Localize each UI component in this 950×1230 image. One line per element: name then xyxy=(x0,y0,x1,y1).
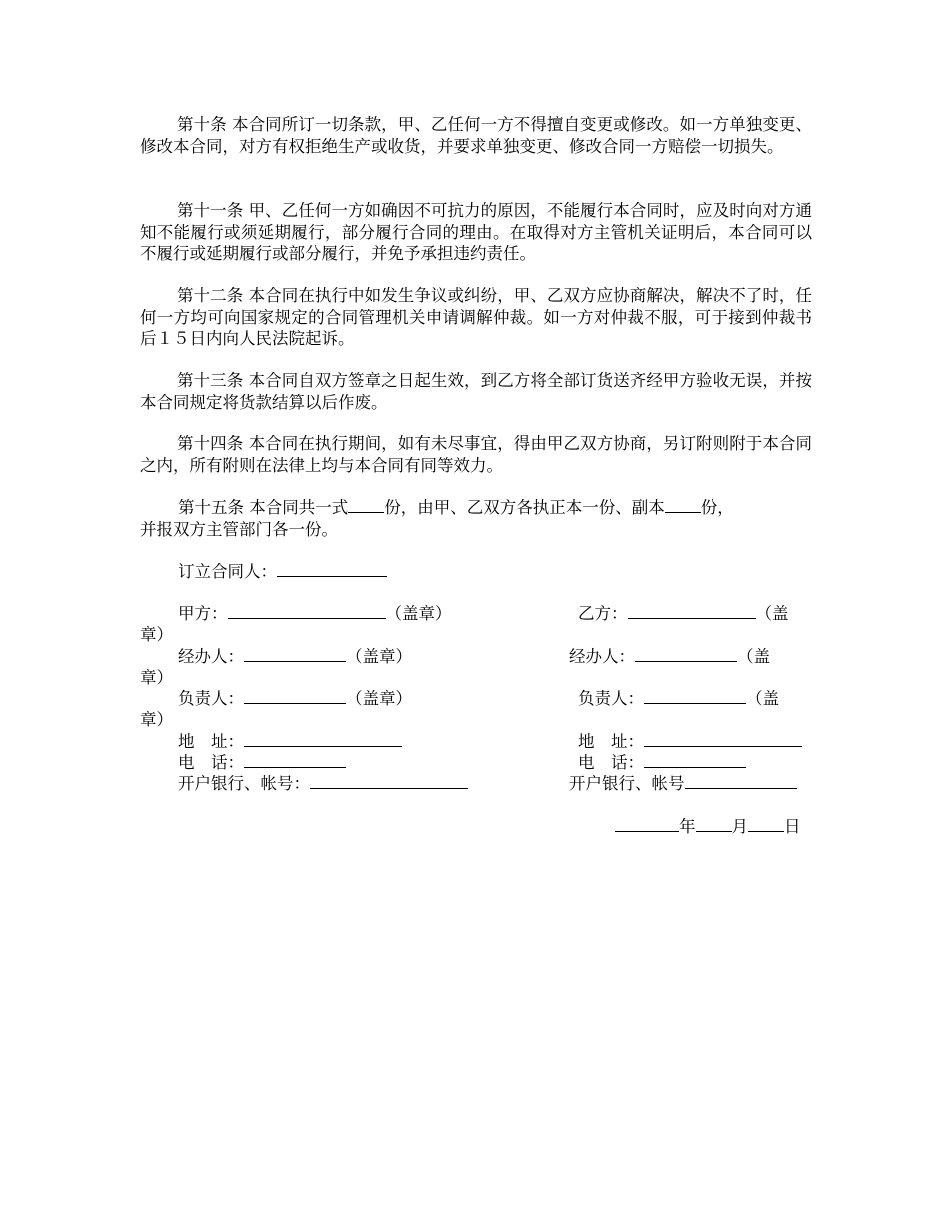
handler-a-blank[interactable] xyxy=(244,646,346,662)
party-a-blank[interactable] xyxy=(228,603,386,619)
party-b-blank[interactable] xyxy=(628,603,756,619)
seal-wrap-1: 章） xyxy=(140,625,173,644)
address-b-blank[interactable] xyxy=(644,731,802,747)
responsible-a-blank[interactable] xyxy=(244,688,346,704)
phone-a-blank[interactable] xyxy=(244,752,346,768)
clause-10: 第十条 本合同所订一切条款，甲、乙任何一方不得擅自变更或修改。如一方单独变更、修改本合同，对方有权拒绝生产或收货，并要求单独变更、修改合同一方赔偿一切损失。 xyxy=(140,115,812,156)
clause-12: 第十二条 本合同在执行中如发生争议或纠纷，甲、乙双方应协商解决，解决不了时，任何一方均可向国家规定的合同管理机关申请调解仲裁。如一方对仲裁不服，可于接到仲裁书后１５日内向人民法院起诉。 xyxy=(140,286,812,348)
day-blank[interactable] xyxy=(748,816,784,832)
contractor-row: 订立合同人： xyxy=(178,561,387,582)
bank-b-blank[interactable] xyxy=(685,773,797,789)
month-blank[interactable] xyxy=(696,816,732,832)
handler-a-row: 经办人： （盖章） xyxy=(178,647,412,666)
address-b-row: 地 址： xyxy=(578,731,802,752)
clause-14: 第十四条 本合同在执行期间，如有未尽事宜，得由甲乙双方协商，另订附则附于本合同之内，所有附则在法律上均与本合同有同等效力。 xyxy=(140,434,812,475)
responsible-b-row: 负责人： （盖 xyxy=(578,689,779,708)
party-a-row: 甲方： （盖章） xyxy=(178,604,452,623)
bank-a-blank[interactable] xyxy=(310,773,468,789)
handler-b-row: 经办人： （盖 xyxy=(569,647,770,666)
phone-b-blank[interactable] xyxy=(644,752,746,768)
clause-15-line-1: 第十五条 本合同共一式 份，由甲、乙双方各执正本一份、副本 份， xyxy=(178,498,734,517)
duplicates-blank[interactable] xyxy=(665,497,701,513)
phone-b-row: 电 话： xyxy=(578,752,746,773)
responsible-a-row: 负责人： （盖章） xyxy=(178,689,412,708)
seal-wrap-3: 章） xyxy=(140,710,173,729)
clause-11: 第十一条 甲、乙任何一方如确因不可抗力的原因，不能履行本合同时，应及时向对方通知不能履行或须延期履行，部分履行合同的理由。在取得对方主管机关证明后，本合同可以不履行或延期履行或部分履行，并免予承担违约责任。 xyxy=(140,201,812,263)
address-a-blank[interactable] xyxy=(244,731,402,747)
copies-blank[interactable] xyxy=(348,497,384,513)
clause-13: 第十三条 本合同自双方签章之日起生效，到乙方将全部订货送齐经甲方验收无误，并按本合同规定将货款结算以后作废。 xyxy=(140,371,812,412)
responsible-b-blank[interactable] xyxy=(644,688,746,704)
bank-b-row: 开户银行、帐号 xyxy=(569,773,797,794)
year-blank[interactable] xyxy=(615,816,679,832)
handler-b-blank[interactable] xyxy=(635,646,737,662)
address-a-row: 地 址： xyxy=(178,731,402,752)
bank-a-row: 开户银行、帐号： xyxy=(178,773,468,794)
party-b-row: 乙方： （盖 xyxy=(578,604,789,623)
phone-a-row: 电 话： xyxy=(178,752,346,773)
seal-wrap-2: 章） xyxy=(140,668,173,687)
contractor-blank[interactable] xyxy=(277,561,387,577)
date-row: 年 月 日 xyxy=(615,816,801,837)
clause-15-line-2: 并报双方主管部门各一份。 xyxy=(140,520,338,539)
